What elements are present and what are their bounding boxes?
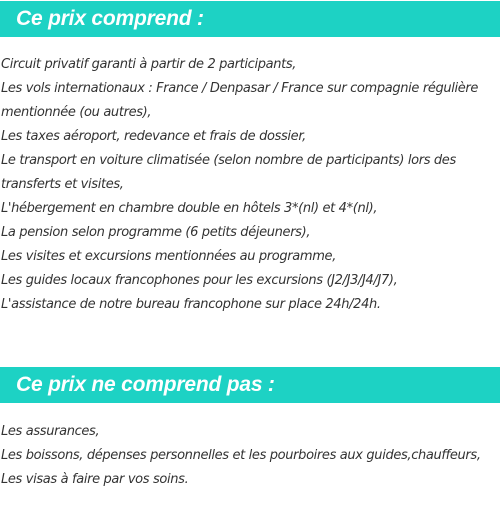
- included-items-list: [1, 53, 497, 317]
- list-item: Les boissons, dépenses personnelles et les pourboires aux guides,chauffeurs,: [1, 448, 481, 463]
- list-item: Les vols internationaux : France / Denpasar / France sur compagnie régulière mentionnée (ou autres),: [1, 81, 479, 120]
- list-item: Circuit privatif garanti à partir de 2 participants,: [1, 57, 297, 72]
- list-item: Les visites et excursions mentionnées au programme,: [1, 249, 336, 264]
- list-item: Les guides locaux francophones pour les excursions (J2/J3/J4/J7),: [1, 273, 398, 288]
- included-section-header: [0, 1, 500, 37]
- list-item: L'assistance de notre bureau francophone sur place 24h/24h.: [1, 297, 381, 312]
- excluded-items-list: [1, 420, 497, 492]
- list-item: Les assurances,: [1, 424, 100, 439]
- included-section-title: Ce prix comprend :: [16, 7, 204, 30]
- list-item: La pension selon programme (6 petits déjeuners),: [1, 225, 311, 240]
- list-item: Le transport en voiture climatisée (selon nombre de participants) lors des transferts et visites,: [1, 153, 456, 192]
- list-item: Les visas à faire par vos soins.: [1, 472, 189, 487]
- excluded-section-title: Ce prix ne comprend pas :: [16, 373, 275, 396]
- list-item: L'hébergement en chambre double en hôtels 3*(nl) et 4*(nl),: [1, 201, 378, 216]
- list-item: Les taxes aéroport, redevance et frais de dossier,: [1, 129, 306, 144]
- excluded-section-header: [0, 367, 500, 403]
